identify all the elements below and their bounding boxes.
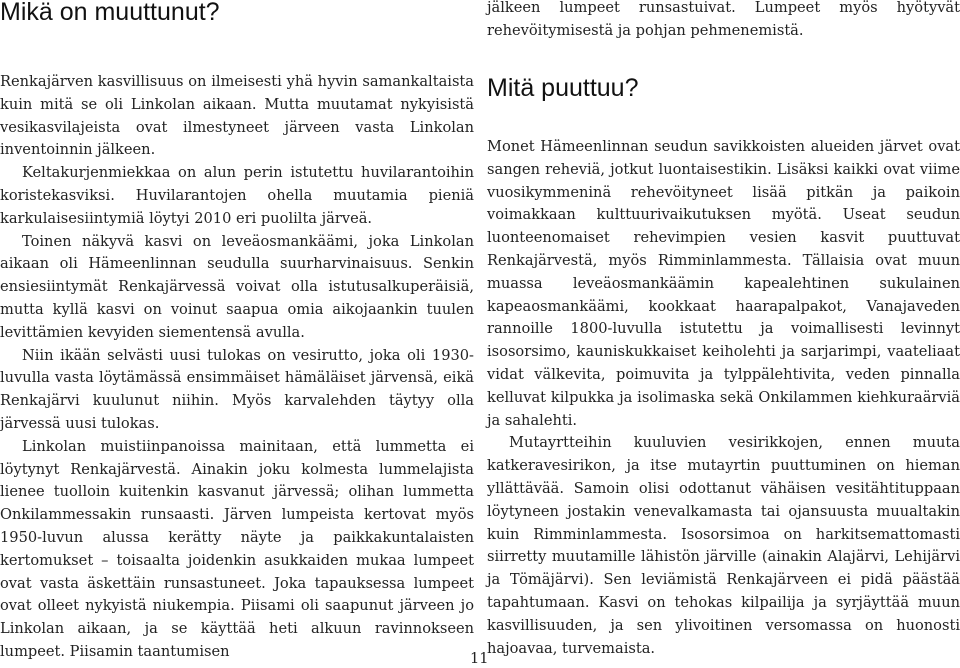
continued-paragraph: jälkeen lumpeet runsastuivat. Lumpeet myös hyötyvät rehevöitymisestä ja pohjan pehmenemistä.	[487, 0, 960, 39]
paragraph: Niin ikään selvästi uusi tulokas on vesirutto, joka oli 1930-luvulla vasta löytämässä ensimmäiset hämäläiset järvensä, eikä Renkajärvi kuulunut niihin. Myös karvalehden täytyy olla järvessä uusi tulokas.	[0, 346, 474, 432]
paragraph: Linkolan muistiinpanoissa mainitaan, että lummetta ei löytynyt Renkajärvestä. Ainakin joku kolmesta lummelajista lienee tuolloin kuitenkin kasvanut järvessä; olihan lummetta Onkilammessakin runsaasti. Järven lumpeista kertovat myös 1950-luvun alussa kerätty näyte ja paikkakuntalaisten kertomukset – toisaalta joidenkin asukkaiden mukaa lumpeet ovat vasta äskettäin runsastuneet. Joka tapauksessa lumpeet ovat olleet nykyistä niukempia. Piisami oli saapunut järveen jo Linkolan aikaan, ja se käyttää heti alkuun ravinnokseen lumpeet. Piisamin taantumisen	[0, 437, 474, 660]
section-heading-missing: Mitä puuttuu?	[487, 74, 639, 102]
paragraph: Keltakurjenmiekkaa on alun perin istutettu huvilarantoihin koristekasviksi. Huvilarantojen ohella muutamia pieniä karkulaisesiintymiä löytyi 2010 eri puolilta järveä.	[0, 164, 474, 227]
section-heading-changes: Mikä on muuttunut?	[0, 0, 220, 26]
right-body-text	[487, 136, 960, 660]
left-body-text	[0, 71, 474, 664]
paragraph: Mutayrtteihin kuuluvien vesirikkojen, ennen muuta katkeravesirikon, ja itse mutayrtin puuttuminen on hieman yllättävää. Samoin olisi odottanut vähäisen vesitähtituppaan löytyneen jostakin venevalkamasta tai ojansuusta muualtakin kuin Rimminlammesta. Isosorsimoa on harkitsemattomasti siirretty muutamille lähistön järville (ainakin Alajärvi, Lehijärvi ja Tömäjärvi). Sen leviämistä Renkajärveen ei pidä päästää tapahtumaan. Kasvi on tehokas kilpailija ja syrjäyttää muun kasvillisuuden, ja sen ylivoitinen versomassa on huonosti hajoavaa, turvemaista.	[487, 434, 960, 657]
paragraph: Toinen näkyvä kasvi on leveäosmankäämi, joka Linkolan aikaan oli Hämeenlinnan seudulla suurharvinaisuus. Senkin ensiesiintymät Renkajärvessä voivat olla istutusalkuperäisiä, mutta kyllä kasvi on voinut saapua omia aikojaankin tuulen levittämien kevyiden siementensä avulla.	[0, 232, 474, 341]
paragraph: Renkajärven kasvillisuus on ilmeisesti yhä hyvin samankaltaista kuin mitä se oli Linkolan aikaan. Mutta muutamat nykyisistä vesikasvilajeista ovat ilmestyneet järveen vasta Linkolan inventoinnin jälkeen.	[0, 73, 474, 159]
page-number: 11	[470, 650, 489, 667]
paragraph: Monet Hämeenlinnan seudun savikkoisten alueiden järvet ovat sangen reheviä, jotkut luontaisestikin. Lisäksi kaikki ovat viime vuosikymmeninä rehevöityneet lisää pitkän ja paikoin voimakkaan kulttuurivaikutuksen myötä. Useat seudun luonteenomaiset rehevimpien vesien kasvit puuttuvat Renkajärvestä, myös Rimminlammesta. Tällaisia ovat muun muassa leveäosmankäämin kapealehtinen sukulainen kapeaosmankäämi, kookkaat haarapalpakot, Vanajaveden rannoille 1800-luvulla istutettu ja voimallisesti levinnyt isosorsimo, kauniskukkaiset keiholehti ja sarjarimpi, vaateliaat vidat välkevita, poimuvita ja tylppälehtivita, veden pinnalla kelluvat kilpukka ja isolimaska sekä Onkilammen kiehkuraärviä ja sahalehti.	[487, 138, 960, 429]
